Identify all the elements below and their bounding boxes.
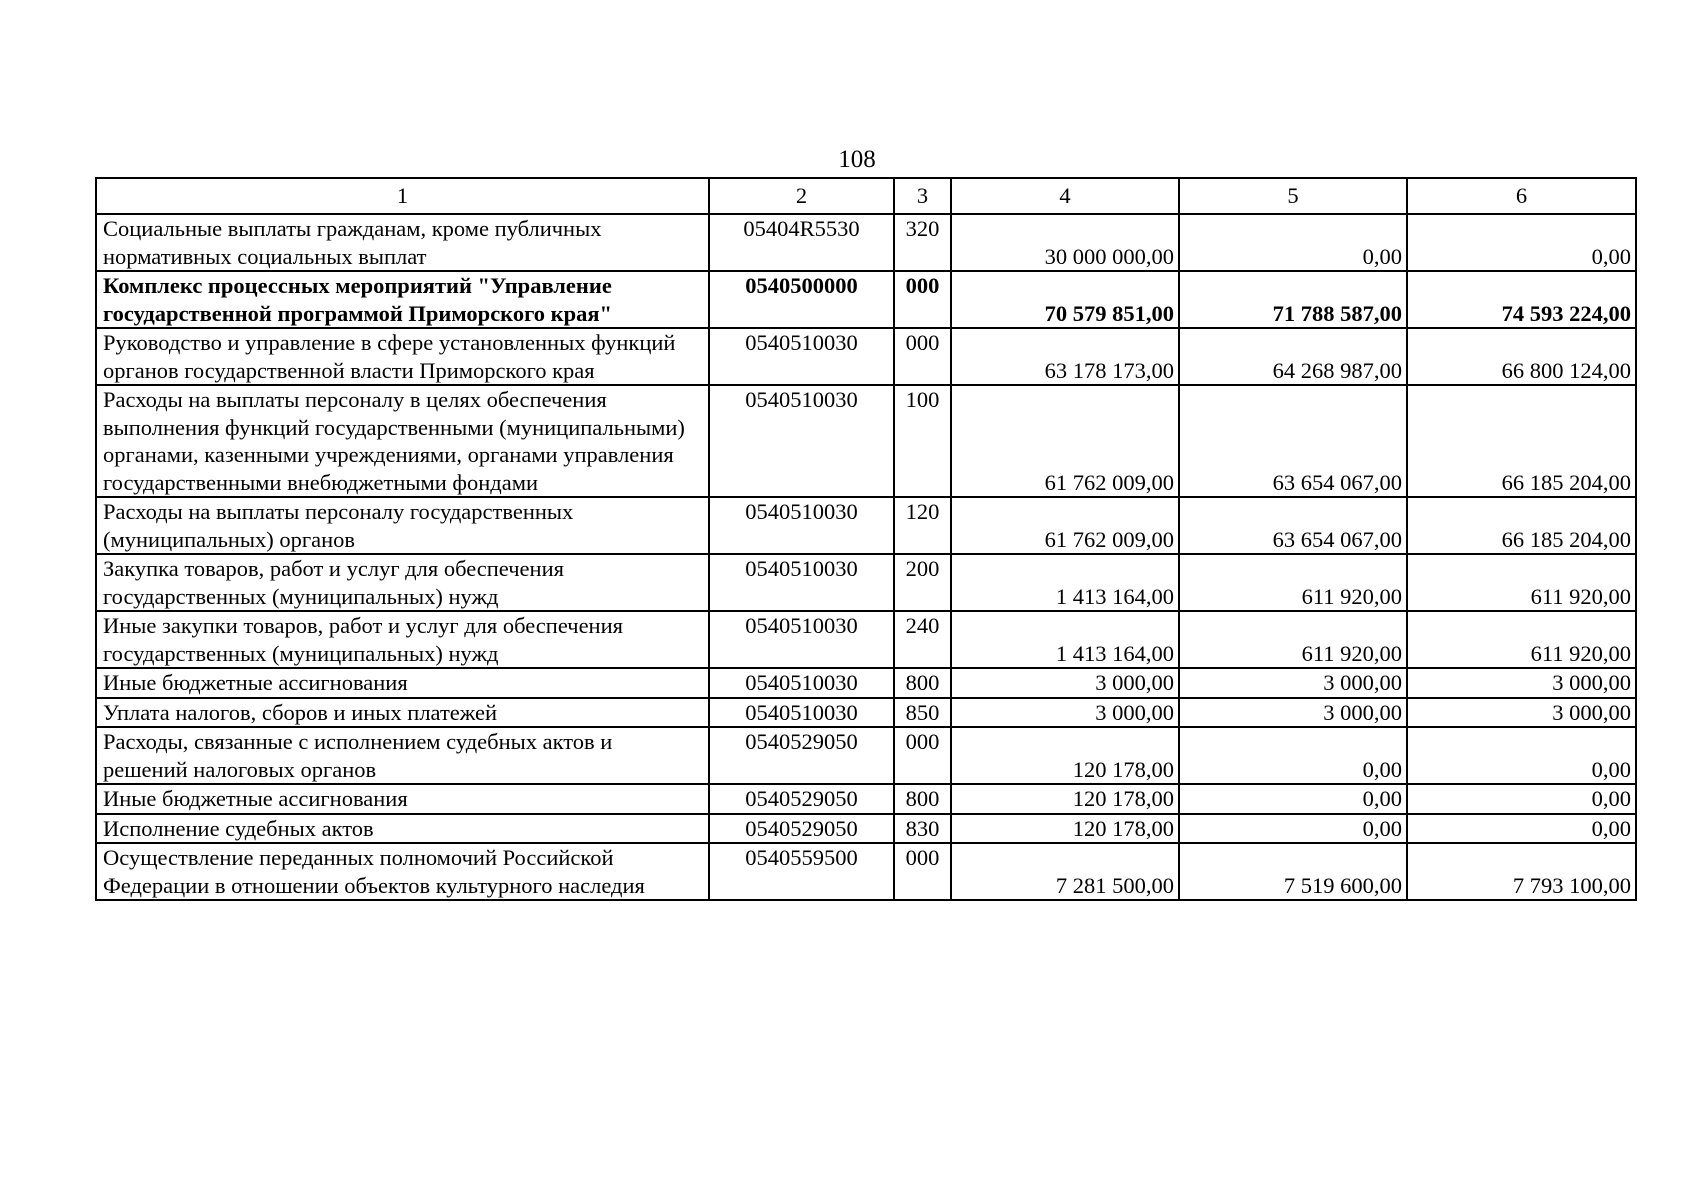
row-value-5-cell: 7 519 600,00: [1179, 843, 1407, 900]
row-code-cell: 0540529050: [709, 814, 894, 844]
table-row: [96, 328, 1636, 385]
row-value-5-cell: 0,00: [1179, 784, 1407, 814]
row-code-cell: 0540559500: [709, 843, 894, 900]
table-row: [96, 385, 1636, 497]
row-value-6-cell: 66 185 204,00: [1407, 385, 1636, 497]
header-cell-3: 3: [894, 178, 951, 214]
row-value-4-cell: 30 000 000,00: [951, 214, 1179, 271]
row-code-cell: 0540510030: [709, 385, 894, 497]
row-value-4-cell: 61 762 009,00: [951, 497, 1179, 554]
row-value-6-cell: 74 593 224,00: [1407, 271, 1636, 328]
row-name-cell: Осуществление переданных полномочий Российской Федерации в отношении объектов культурного наследия: [96, 843, 709, 900]
row-type-cell: 100: [894, 385, 951, 497]
row-name-cell: Иные бюджетные ассигнования: [96, 784, 709, 814]
row-type-cell: 200: [894, 554, 951, 611]
row-name-cell: Расходы на выплаты персоналу государственных (муниципальных) органов: [96, 497, 709, 554]
table-row: [96, 214, 1636, 271]
row-type-cell: 120: [894, 497, 951, 554]
row-code-cell: 0540510030: [709, 328, 894, 385]
table-row: [96, 814, 1636, 844]
row-type-cell: 000: [894, 843, 951, 900]
row-value-4-cell: 7 281 500,00: [951, 843, 1179, 900]
row-value-4-cell: 63 178 173,00: [951, 328, 1179, 385]
row-value-4-cell: 3 000,00: [951, 698, 1179, 728]
row-type-cell: 240: [894, 611, 951, 668]
row-name-cell: Расходы, связанные с исполнением судебных актов и решений налоговых органов: [96, 727, 709, 784]
row-value-6-cell: 66 800 124,00: [1407, 328, 1636, 385]
table-row: [96, 271, 1636, 328]
table-row: [96, 668, 1636, 698]
row-value-4-cell: 3 000,00: [951, 668, 1179, 698]
row-value-4-cell: 120 178,00: [951, 727, 1179, 784]
row-type-cell: 000: [894, 727, 951, 784]
row-value-5-cell: 71 788 587,00: [1179, 271, 1407, 328]
row-value-5-cell: 0,00: [1179, 727, 1407, 784]
row-value-5-cell: 611 920,00: [1179, 554, 1407, 611]
table-row: [96, 554, 1636, 611]
table-row: [96, 698, 1636, 728]
header-cell-5: 5: [1179, 178, 1407, 214]
row-code-cell: 05404R5530: [709, 214, 894, 271]
header-cell-4: 4: [951, 178, 1179, 214]
row-code-cell: 0540510030: [709, 668, 894, 698]
row-type-cell: 800: [894, 668, 951, 698]
row-type-cell: 850: [894, 698, 951, 728]
row-value-5-cell: 3 000,00: [1179, 698, 1407, 728]
row-type-cell: 830: [894, 814, 951, 844]
row-value-5-cell: 3 000,00: [1179, 668, 1407, 698]
row-value-6-cell: 0,00: [1407, 814, 1636, 844]
row-type-cell: 000: [894, 271, 951, 328]
row-value-5-cell: 63 654 067,00: [1179, 385, 1407, 497]
row-value-5-cell: 64 268 987,00: [1179, 328, 1407, 385]
header-cell-6: 6: [1407, 178, 1636, 214]
row-name-cell: Комплекс процессных мероприятий "Управление государственной программой Приморского края": [96, 271, 709, 328]
table-row: [96, 497, 1636, 554]
row-code-cell: 0540510030: [709, 497, 894, 554]
table-row: [96, 727, 1636, 784]
row-value-6-cell: 0,00: [1407, 784, 1636, 814]
header-cell-2: 2: [709, 178, 894, 214]
row-name-cell: Исполнение судебных актов: [96, 814, 709, 844]
row-code-cell: 0540529050: [709, 727, 894, 784]
row-code-cell: 0540510030: [709, 698, 894, 728]
row-value-6-cell: 66 185 204,00: [1407, 497, 1636, 554]
row-value-4-cell: 70 579 851,00: [951, 271, 1179, 328]
row-value-6-cell: 3 000,00: [1407, 668, 1636, 698]
row-value-4-cell: 120 178,00: [951, 814, 1179, 844]
row-type-cell: 800: [894, 784, 951, 814]
row-value-5-cell: 0,00: [1179, 814, 1407, 844]
row-value-4-cell: 120 178,00: [951, 784, 1179, 814]
row-value-6-cell: 7 793 100,00: [1407, 843, 1636, 900]
row-value-6-cell: 3 000,00: [1407, 698, 1636, 728]
table-header-row: [96, 178, 1636, 214]
row-value-6-cell: 0,00: [1407, 727, 1636, 784]
row-value-6-cell: 611 920,00: [1407, 554, 1636, 611]
row-value-4-cell: 1 413 164,00: [951, 611, 1179, 668]
row-value-4-cell: 1 413 164,00: [951, 554, 1179, 611]
row-name-cell: Иные закупки товаров, работ и услуг для обеспечения государственных (муниципальных) нужд: [96, 611, 709, 668]
row-type-cell: 000: [894, 328, 951, 385]
table-row: [96, 611, 1636, 668]
row-name-cell: Расходы на выплаты персоналу в целях обеспечения выполнения функций государственными (муниципальными) органами, казенными учреждениями, органами управления государственными внебюджетными фондами: [96, 385, 709, 497]
row-value-6-cell: 0,00: [1407, 214, 1636, 271]
row-type-cell: 320: [894, 214, 951, 271]
row-name-cell: Социальные выплаты гражданам, кроме публичных нормативных социальных выплат: [96, 214, 709, 271]
row-code-cell: 0540510030: [709, 611, 894, 668]
table-row: [96, 784, 1636, 814]
row-name-cell: Закупка товаров, работ и услуг для обеспечения государственных (муниципальных) нужд: [96, 554, 709, 611]
row-value-4-cell: 61 762 009,00: [951, 385, 1179, 497]
row-name-cell: Иные бюджетные ассигнования: [96, 668, 709, 698]
row-code-cell: 0540510030: [709, 554, 894, 611]
row-value-5-cell: 63 654 067,00: [1179, 497, 1407, 554]
row-value-5-cell: 0,00: [1179, 214, 1407, 271]
row-name-cell: Уплата налогов, сборов и иных платежей: [96, 698, 709, 728]
row-code-cell: 0540500000: [709, 271, 894, 328]
page-number: 108: [838, 146, 876, 173]
row-value-6-cell: 611 920,00: [1407, 611, 1636, 668]
row-name-cell: Руководство и управление в сфере установленных функций органов государственной власти Приморского края: [96, 328, 709, 385]
row-code-cell: 0540529050: [709, 784, 894, 814]
header-cell-1: 1: [96, 178, 709, 214]
budget-table: [95, 177, 1637, 901]
row-value-5-cell: 611 920,00: [1179, 611, 1407, 668]
table-row: [96, 843, 1636, 900]
